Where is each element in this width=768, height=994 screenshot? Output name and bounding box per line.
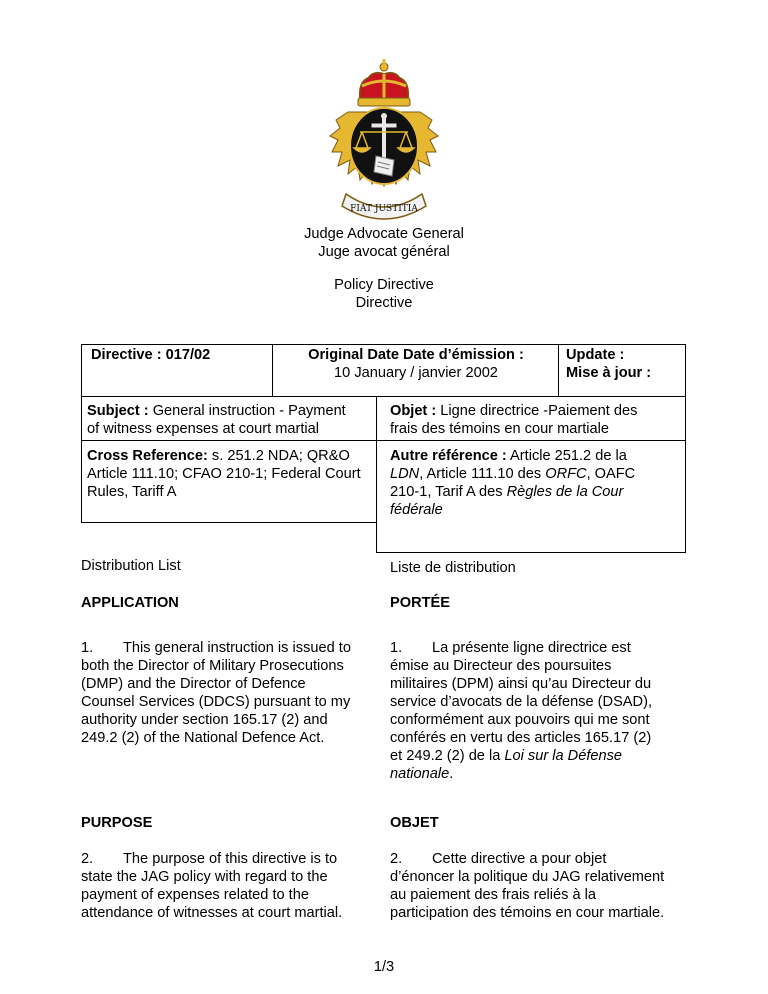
- doc-type-en: Policy Directive: [334, 277, 434, 293]
- cross-reference-fr: Autre référence : Article 251.2 de la LDN, Article 111.10 des ORFC, OAFC 210-1, Tarif A des Règles de la Cour fédérale: [390, 448, 636, 518]
- directive-info-table: [81, 344, 686, 397]
- section-heading-objet: OBJET: [390, 815, 439, 831]
- scroll-icon: [374, 156, 394, 176]
- doc-type-fr: Directive: [355, 295, 413, 311]
- paragraph-2-fr: 2. Cette directive a pour objet d’énoncer la politique du JAG relativement au paiement des frais reliés à la participation des témoins en cour martiale.: [390, 851, 665, 921]
- org-name-fr: Juge avocat général: [318, 244, 450, 260]
- page-number: 1/3: [373, 959, 395, 975]
- paragraph-1-en: 1. This general instruction is issued to both the Director of Military Prosecutions (DMP) and the Director of Defence Counsel Services (DDCS) pursuant to my authority under section 165.17 (2) and 249.2 (2) of the National Defence Act.: [81, 640, 351, 746]
- cross-reference-en: Cross Reference: s. 251.2 NDA; QR&O Article 111.10; CFAO 210-1; Federal Court Rules, Tariff A: [87, 448, 361, 500]
- org-name-en: Judge Advocate General: [304, 226, 464, 242]
- paragraph-1-fr: 1. La présente ligne directrice est émise au Directeur des poursuites militaires (DPM) ainsi qu’au Directeur du service d’avocats de la défense (DSAD), conformément aux pouvoirs qui me sont conférés en vertu des articles 165.17 (2) et 249.2 (2) de la Loi sur la Défense nationale.: [390, 640, 652, 782]
- motto-text: FIAT JUSTITIA: [350, 204, 418, 214]
- paragraph-2-en: 2. The purpose of this directive is to state the JAG policy with regard to the payment of expenses related to the attendance of witnesses at court martial.: [81, 851, 343, 921]
- section-heading-portee: PORTÉE: [390, 595, 451, 611]
- subject-fr: Objet : Ligne directrice -Paiement des frais des témoins en cour martiale: [390, 403, 638, 437]
- original-date-cell: Original Date Date d’émission : 10 January / janvier 2002: [308, 347, 524, 381]
- subject-en: Subject : General instruction - Payment of witness expenses at court martial: [87, 403, 346, 437]
- section-heading-application: APPLICATION: [81, 595, 179, 611]
- update-cell: Update : Mise à jour :: [566, 347, 652, 381]
- section-heading-purpose: PURPOSE: [81, 815, 153, 831]
- crown-icon: [358, 59, 410, 106]
- distribution-list-fr: Liste de distribution: [390, 560, 516, 576]
- jag-crest-logo: [322, 56, 446, 224]
- distribution-list-en: Distribution List: [81, 558, 181, 574]
- directive-number: Directive : 017/02: [91, 347, 211, 363]
